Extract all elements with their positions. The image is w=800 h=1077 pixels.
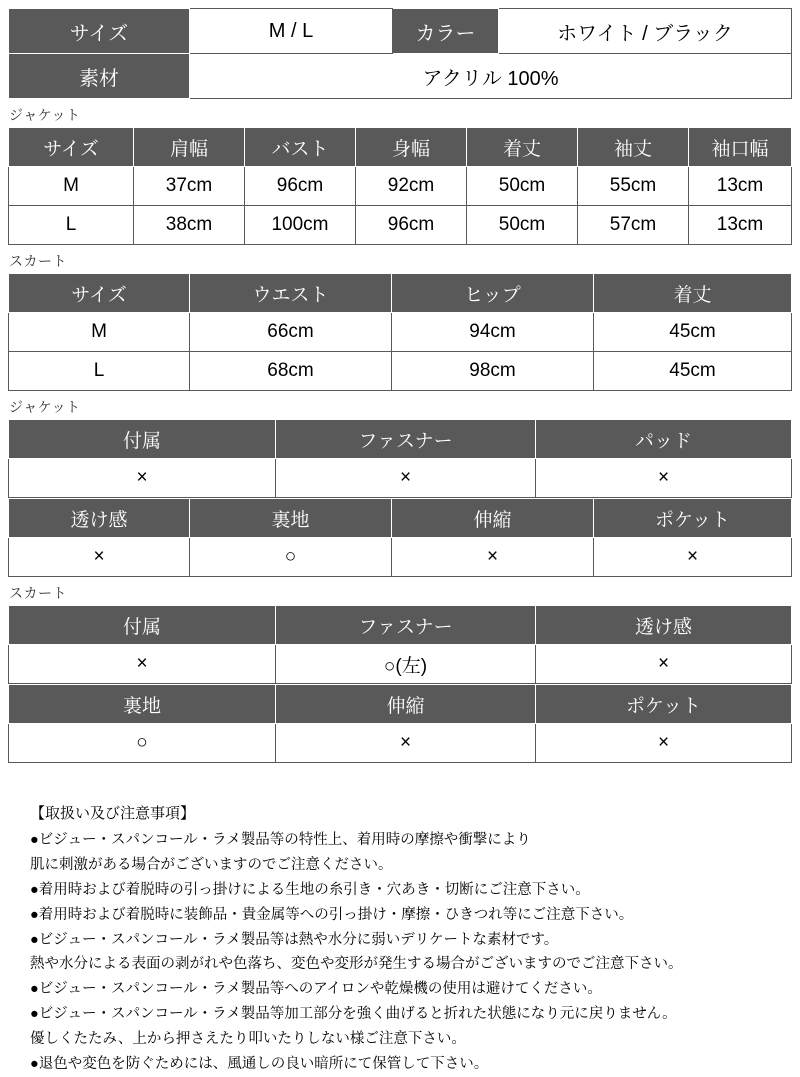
table-row (9, 538, 792, 577)
cell: ○(左) (276, 645, 536, 684)
col-header: ヒップ (392, 274, 594, 313)
cell: 50cm (467, 167, 578, 206)
jacket-spec-table (8, 419, 792, 498)
cell: 100cm (245, 206, 356, 245)
summary-material-value: アクリル 100% (190, 54, 792, 99)
col-header: ファスナー (276, 606, 536, 645)
col-header: 付属 (9, 420, 276, 459)
table-row (9, 54, 792, 99)
cell: × (9, 538, 190, 577)
cell: 55cm (578, 167, 689, 206)
cell: 45cm (594, 352, 792, 391)
care-note-line: ●ビジュー・スパンコール・ラメ製品等は熱や水分に弱いデリケートな素材です。 (30, 931, 559, 948)
skirt-spec-table-2 (8, 684, 792, 763)
care-note-line: ●着用時および着脱時の引っ掛けによる生地の糸引き・穴あき・切断にご注意下さい。 (30, 881, 590, 898)
col-header: 袖丈 (578, 128, 689, 167)
care-note-line: 優しくたたみ、上から押さえたり叩いたりしない様ご注意下さい。 (30, 1031, 466, 1048)
cell: M (9, 167, 134, 206)
table-row (9, 274, 792, 313)
col-header: ファスナー (276, 420, 536, 459)
col-header: 付属 (9, 606, 276, 645)
care-note-line: ●着用時および着脱時に装飾品・貴金属等への引っ掛け・摩擦・ひきつれ等にご注意下さい。 (30, 906, 634, 923)
care-note-line: ●ビジュー・スパンコール・ラメ製品等の特性上、着用時の摩擦や衝撃により (30, 831, 531, 848)
cell: 96cm (356, 206, 467, 245)
jacket-spec-label: ジャケット (9, 399, 81, 415)
skirt-size-label: スカート (9, 253, 67, 269)
table-row (9, 206, 792, 245)
cell: × (9, 645, 276, 684)
cell: × (392, 538, 594, 577)
table-row (9, 685, 792, 724)
table-row (9, 9, 792, 54)
col-header: サイズ (9, 128, 134, 167)
col-header: 伸縮 (392, 499, 594, 538)
summary-table (8, 8, 792, 99)
cell: × (536, 645, 792, 684)
summary-color-header: カラー (393, 9, 499, 54)
table-row (9, 128, 792, 167)
summary-size-header: サイズ (9, 9, 190, 54)
care-note-line: ●ビジュー・スパンコール・ラメ製品等へのアイロンや乾燥機の使用は避けてください。 (30, 981, 602, 998)
col-header: バスト (245, 128, 356, 167)
summary-color-value: ホワイト / ブラック (499, 9, 792, 54)
table-row (9, 459, 792, 498)
cell: × (536, 724, 792, 763)
cell: 94cm (392, 313, 594, 352)
col-header: 裏地 (9, 685, 276, 724)
cell: 45cm (594, 313, 792, 352)
cell: × (9, 459, 276, 498)
col-header: 肩幅 (134, 128, 245, 167)
cell: 13cm (689, 206, 792, 245)
col-header: パッド (536, 420, 792, 459)
cell: M (9, 313, 190, 352)
cell: L (9, 352, 190, 391)
col-header: 着丈 (467, 128, 578, 167)
summary-size-value: M / L (190, 9, 393, 54)
jacket-size-label: ジャケット (9, 107, 81, 123)
cell: 37cm (134, 167, 245, 206)
care-notes-title: 【取扱い及び注意事項】 (30, 805, 196, 822)
cell: 13cm (689, 167, 792, 206)
table-row (9, 313, 792, 352)
table-row (9, 167, 792, 206)
cell: 98cm (392, 352, 594, 391)
care-note-line: ●退色や変色を防ぐためには、風通しの良い暗所にて保管して下さい。 (30, 1056, 489, 1073)
skirt-size-table (8, 273, 792, 391)
skirt-spec-label: スカート (9, 585, 67, 601)
col-header: 身幅 (356, 128, 467, 167)
jacket-size-table (8, 127, 792, 245)
cell: × (594, 538, 792, 577)
col-header: ポケット (536, 685, 792, 724)
cell: ○ (190, 538, 392, 577)
care-note-line: 肌に刺激がある場合がございますのでご注意ください。 (30, 856, 393, 873)
col-header: 着丈 (594, 274, 792, 313)
cell: × (276, 724, 536, 763)
table-row (9, 606, 792, 645)
cell: 68cm (190, 352, 392, 391)
table-row (9, 499, 792, 538)
table-row (9, 420, 792, 459)
care-note-line: ●ビジュー・スパンコール・ラメ製品等加工部分を強く曲げると折れた状態になり元に戻りません。 (30, 1006, 677, 1023)
skirt-spec-table (8, 605, 792, 684)
cell: 57cm (578, 206, 689, 245)
cell: 96cm (245, 167, 356, 206)
cell: 38cm (134, 206, 245, 245)
col-header: 裏地 (190, 499, 392, 538)
col-header: ポケット (594, 499, 792, 538)
table-row (9, 724, 792, 763)
cell: L (9, 206, 134, 245)
col-header: 袖口幅 (689, 128, 792, 167)
summary-material-header: 素材 (9, 54, 190, 99)
cell: 50cm (467, 206, 578, 245)
table-row (9, 352, 792, 391)
jacket-spec-table-2 (8, 498, 792, 577)
cell: ○ (9, 724, 276, 763)
col-header: 伸縮 (276, 685, 536, 724)
cell: 92cm (356, 167, 467, 206)
col-header: サイズ (9, 274, 190, 313)
col-header: 透け感 (536, 606, 792, 645)
cell: 66cm (190, 313, 392, 352)
cell: × (276, 459, 536, 498)
care-notes (8, 801, 792, 1077)
col-header: 透け感 (9, 499, 190, 538)
col-header: ウエスト (190, 274, 392, 313)
care-note-line: 熱や水分による表面の剥がれや色落ち、変色や変形が発生する場合がございますのでご注意下さい。 (30, 956, 683, 973)
cell: × (536, 459, 792, 498)
table-row (9, 645, 792, 684)
